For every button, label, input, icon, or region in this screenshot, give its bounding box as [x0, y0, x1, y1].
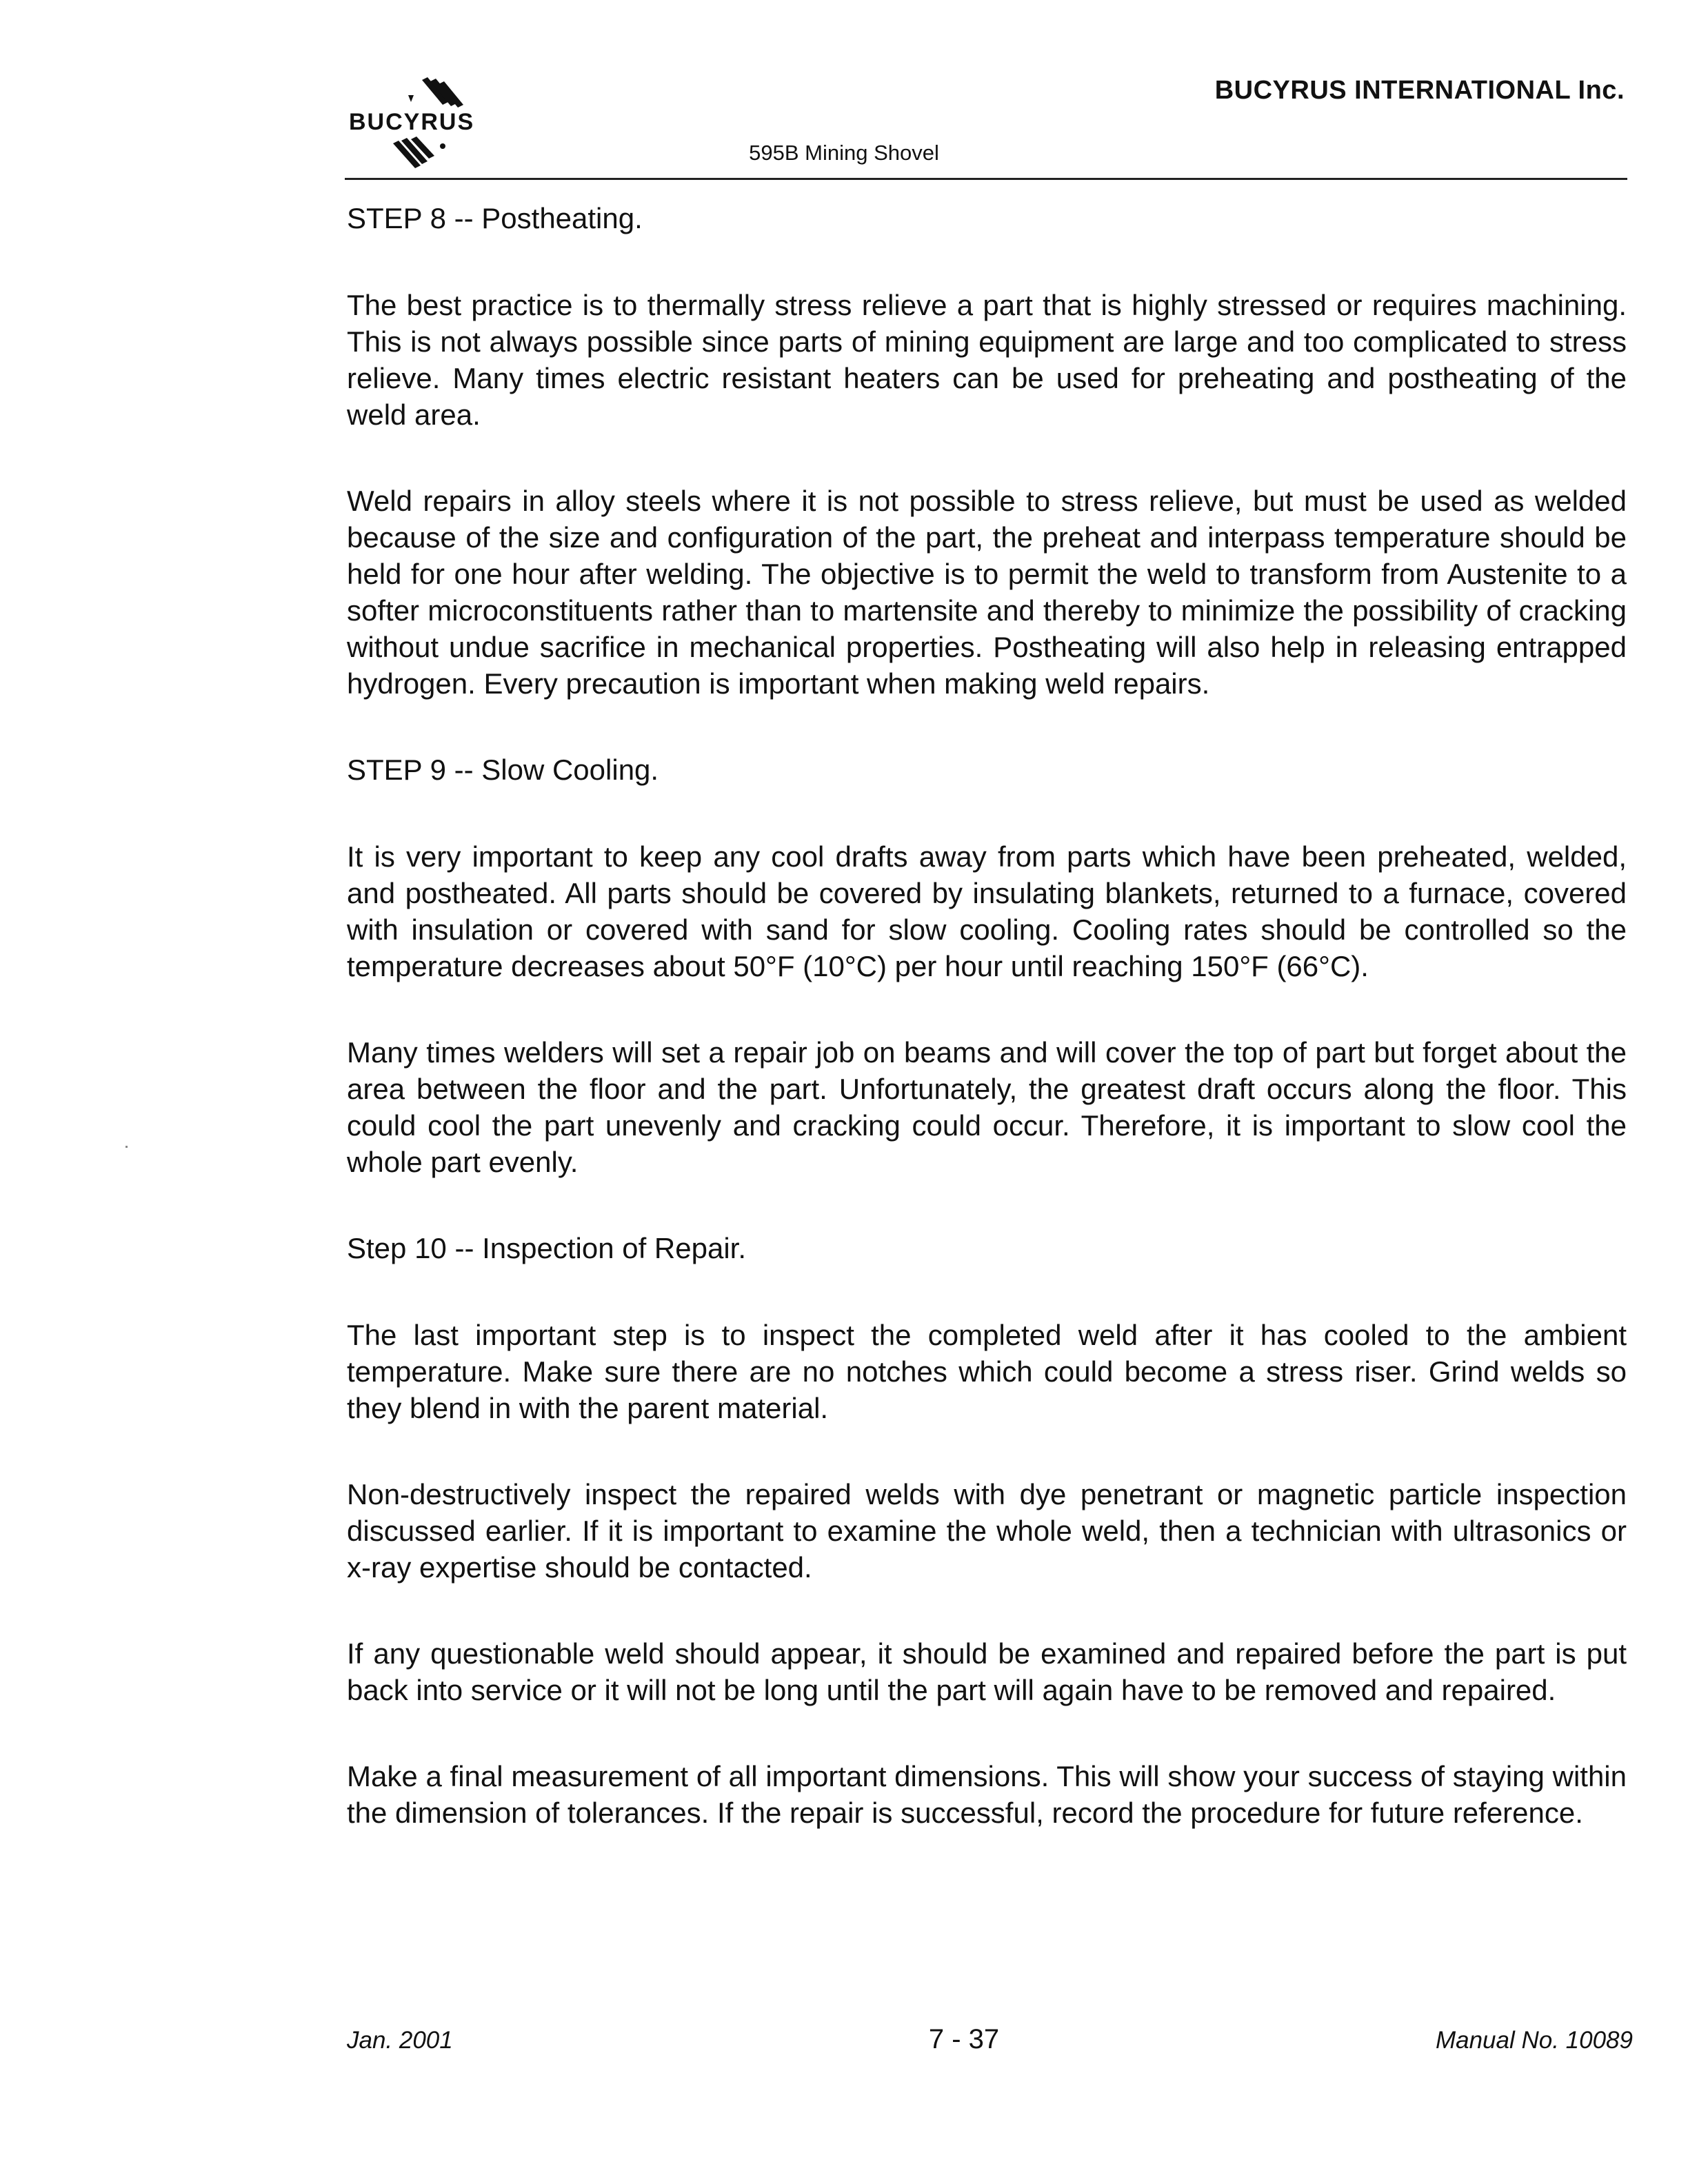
footer-date: Jan. 2001	[347, 2027, 453, 2054]
paragraph: It is very important to keep any cool drafts away from parts which have been preheated, welded, and postheated. All parts should be covered by insulating blankets, returned to a furnace, covered with insulation or covered with sand for slow cooling. Cooling rates should be controlled so the temperature decreases about 50°F (10°C) per hour until reaching 150°F (66°C).	[347, 840, 1627, 982]
paragraph: The last important step is to inspect the completed weld after it has cooled to the ambient temperature. Make sure there are no notches which could become a stress riser. Grind welds so they blend in with the parent material.	[347, 1319, 1627, 1424]
logo-wordmark: BUCYRUS	[349, 109, 475, 135]
document-body	[347, 200, 1627, 1881]
scan-speck	[125, 1146, 128, 1148]
paragraph: Many times welders will set a repair job on beams and will cover the top of part but forget about the area between the floor and the part. Unfortunately, the greatest draft occurs along the floor. This could cool the part unevenly and cracking could occur. Therefore, it is important to slow cool the whole part evenly.	[347, 1036, 1627, 1178]
header-rule	[345, 178, 1627, 180]
footer-page-number: 7 - 37	[928, 2024, 1000, 2054]
paragraph: Make a final measurement of all important dimensions. This will show your success of staying within the dimension of tolerances. If the repair is successful, record the procedure for future reference.	[347, 1760, 1627, 1829]
paragraph: Weld repairs in alloy steels where it is not possible to stress relieve, but must be used as welded because of the size and configuration of the part, the preheat and interpass temperature should be held for one hour after welding. The objective is to permit the weld to transform from Austenite to a softer microconstituents rather than to martensite and thereby to minimize the possibility of cracking without undue sacrifice in mechanical properties. Postheating will also help in releasing entrapped hydrogen. Every precaution is important when making weld repairs.	[347, 485, 1627, 700]
paragraph: The best practice is to thermally stress relieve a part that is highly stressed or requires machining. This is not always possible since parts of mining equipment are large and too complicated to stress relieve. Many times electric resistant heaters can be used for preheating and postheating of the weld area.	[347, 289, 1627, 431]
paragraph: If any questionable weld should appear, it should be examined and repaired before the part is put back into service or it will not be long until the part will again have to be removed and repaired.	[347, 1637, 1627, 1706]
paragraph: Non-destructively inspect the repaired welds with dye penetrant or magnetic particle inspection discussed earlier. If it is important to examine the whole weld, then a technician with ultrasonics or x-ray expertise should be contacted.	[347, 1478, 1627, 1584]
model-name: 595B Mining Shovel	[749, 141, 939, 165]
section-heading-step-9: STEP 9 -- Slow Cooling.	[347, 754, 659, 786]
company-name: BUCYRUS INTERNATIONAL Inc.	[1214, 76, 1625, 105]
section-heading-step-8: STEP 8 -- Postheating.	[347, 202, 643, 234]
section-heading-step-10: Step 10 -- Inspection of Repair.	[347, 1232, 746, 1264]
footer-manual-number: Manual No. 10089	[1435, 2027, 1633, 2054]
